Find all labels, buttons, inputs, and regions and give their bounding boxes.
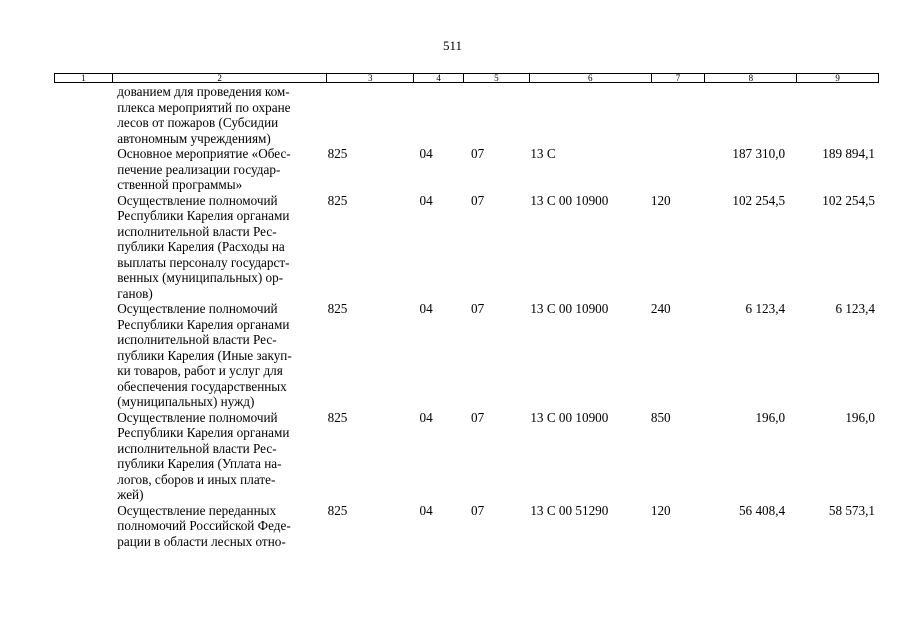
column-header-3: 3: [327, 74, 414, 82]
row-amount-2: 196,0: [845, 409, 875, 425]
row-amount-1: 196,0: [755, 409, 786, 425]
row-grbs-code: 825: [327, 409, 348, 425]
row-amount-1: 102 254,5: [732, 192, 786, 208]
row-target-article: 13 С: [530, 146, 556, 161]
budget-table-body: [54, 84, 879, 549]
row-grbs-code: 825: [327, 192, 348, 208]
row-amount-1: 187 310,0: [732, 146, 786, 161]
row-section-code: 04: [419, 146, 433, 161]
row-subsection-code: 07: [471, 192, 485, 208]
column-header-5: 5: [464, 74, 530, 82]
row-expense-type: 850: [650, 409, 671, 425]
row-description: Осуществление полномочий Республики Карелия органами исполнительной власти Рес- публики Карелия (Расходы на выплаты персоналу государст- венных (муниципальных) ор- ганов): [117, 192, 290, 301]
column-header-4: 4: [414, 74, 464, 82]
row-target-article: 13 С 00 51290: [530, 502, 609, 518]
row-amount-2: 189 894,1: [822, 146, 875, 161]
column-header-8: 8: [705, 74, 797, 82]
row-subsection-code: 07: [471, 502, 485, 518]
row-expense-type: 120: [650, 192, 671, 208]
table-row: [54, 410, 879, 503]
row-section-code: 04: [419, 502, 433, 518]
row-amount-2: 6 123,4: [835, 301, 875, 316]
row-description: дованием для проведения ком- плекса мероприятий по охране лесов от пожаров (Субсидии автономным учреждениям): [117, 84, 291, 146]
row-grbs-code: 825: [327, 502, 348, 518]
table-row: [54, 193, 879, 302]
row-expense-type: 120: [650, 502, 671, 518]
table-row: [54, 503, 879, 550]
row-target-article: 13 С 00 10900: [530, 192, 609, 208]
row-target-article: 13 С 00 10900: [530, 301, 609, 316]
column-header-6: 6: [530, 74, 652, 82]
row-amount-1: 56 408,4: [738, 502, 786, 518]
row-section-code: 04: [419, 192, 433, 208]
row-amount-1: 6 123,4: [745, 301, 786, 316]
column-header-row: [54, 73, 879, 83]
column-header-1: 1: [55, 74, 113, 82]
row-subsection-code: 07: [471, 409, 485, 425]
row-description: Осуществление переданных полномочий Российской Феде- рации в области лесных отно-: [117, 502, 291, 549]
table-row: [54, 84, 879, 146]
column-header-7: 7: [652, 74, 706, 82]
row-expense-type: 240: [650, 301, 671, 316]
row-grbs-code: 825: [327, 301, 348, 316]
row-description: Осуществление полномочий Республики Карелия органами исполнительной власти Рес- публики Карелия (Иные закуп- ки товаров, работ и услуг для обеспечения государственных (муниципальных) нужд): [117, 301, 292, 409]
row-amount-2: 102 254,5: [822, 192, 875, 208]
row-subsection-code: 07: [471, 146, 485, 161]
row-section-code: 04: [419, 301, 433, 316]
table-row: [54, 146, 879, 193]
column-header-2: 2: [113, 74, 327, 82]
row-description: Основное мероприятие «Обес- печение реализации государ- ственной программы»: [117, 146, 291, 192]
row-grbs-code: 825: [327, 146, 348, 161]
row-amount-2: 58 573,1: [828, 502, 875, 518]
page-number: 511: [442, 38, 463, 53]
row-section-code: 04: [419, 409, 433, 425]
row-description: Осуществление полномочий Республики Карелия органами исполнительной власти Рес- публики Карелия (Уплата на- логов, сборов и иных плате- жей): [117, 409, 290, 502]
row-target-article: 13 С 00 10900: [530, 409, 609, 425]
row-subsection-code: 07: [471, 301, 485, 316]
column-header-9: 9: [835, 73, 840, 83]
table-row: [54, 301, 879, 410]
